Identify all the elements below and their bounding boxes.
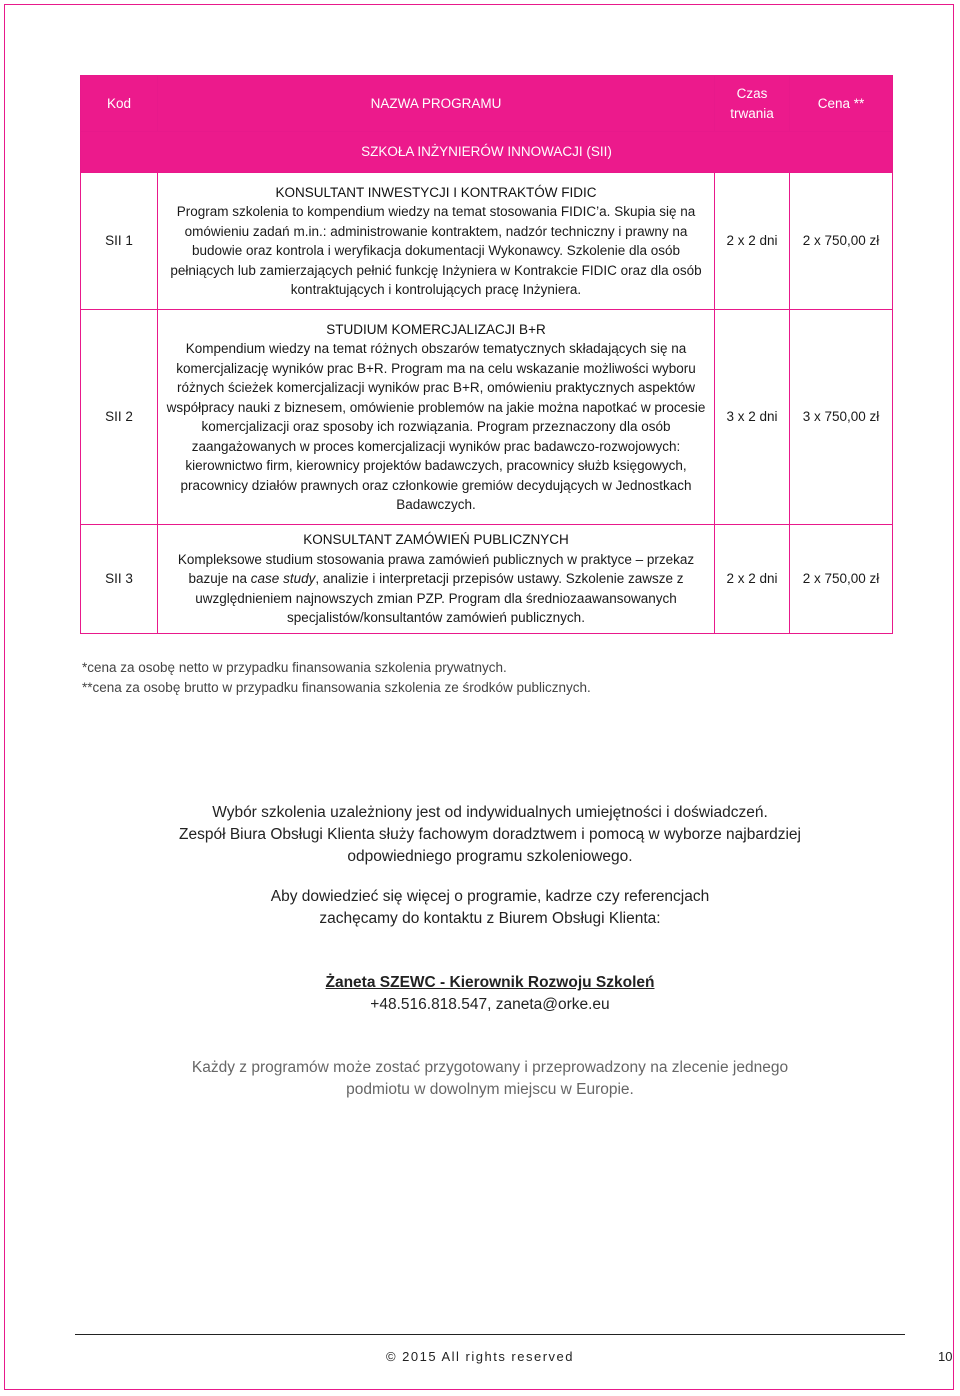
table-header-row bbox=[81, 76, 893, 132]
program-cell bbox=[158, 173, 715, 310]
program-description: Program szkolenia to kompendium wiedzy na temat stosowania FIDIC’a. Skupia się na omówieniu zadań m.in.: administrowanie kontraktem, nadzór techniczny i prawny na budowie oraz kontrola i weryfikacja dokumentacji Wykonawcy. Szkolenie dla osób pełniących lub zamierzających pełnić funkcję Inżyniera w Kontrakcie FIDIC oraz dla osób kontraktujących i kontrolujących pracę Inżyniera. bbox=[170, 204, 702, 297]
program-code: SII 3 bbox=[81, 525, 158, 634]
program-duration: 2 x 2 dni bbox=[715, 173, 790, 310]
contact-details[interactable]: +48.516.818.547, zaneta@orke.eu bbox=[370, 996, 610, 1013]
program-code: SII 2 bbox=[81, 310, 158, 525]
programs-table bbox=[80, 75, 893, 634]
info-line: odpowiedniego programu szkoleniowego. bbox=[347, 848, 633, 865]
header-cena: Cena ** bbox=[790, 76, 893, 132]
program-duration: 3 x 2 dni bbox=[715, 310, 790, 525]
program-cell bbox=[158, 310, 715, 525]
table-row bbox=[81, 310, 893, 525]
program-title: KONSULTANT INWESTYCJI I KONTRAKTÓW FIDIC bbox=[275, 184, 597, 200]
program-code: SII 1 bbox=[81, 173, 158, 310]
info-line: zachęcamy do kontaktu z Biurem Obsługi Klienta: bbox=[319, 910, 661, 927]
header-nazwa: NAZWA PROGRAMU bbox=[158, 76, 715, 132]
section-title: SZKOŁA INŻYNIERÓW INNOWACJI (SII) bbox=[81, 132, 893, 173]
info-line: Zespół Biura Obsługi Klienta służy fachowym doradztwem i pomocą w wyborze najbardziej bbox=[179, 826, 801, 843]
note-gross: **cena za osobę brutto w przypadku finansowania szkolenia ze środków publicznych. bbox=[82, 680, 591, 695]
footer-copyright: © 2015 All rights reserved bbox=[385, 1349, 575, 1364]
info-line: Aby dowiedzieć się więcej o programie, kadrze czy referencjach bbox=[270, 888, 710, 905]
note-net: *cena za osobę netto w przypadku finansowania szkolenia prywatnych. bbox=[82, 660, 507, 675]
info-paragraph-1 bbox=[140, 802, 840, 868]
program-price: 2 x 750,00 zł bbox=[790, 173, 893, 310]
program-cell bbox=[158, 525, 715, 634]
table-row bbox=[81, 525, 893, 634]
program-description: Kompendium wiedzy na temat różnych obszarów tematycznych składających się na komercjalizację wyników prac B+R. Program ma na celu wskazanie możliwości wyboru różnych ścieżek komercjalizacji wyników prac B+R, omówieniu praktycznych aspektów współpracy nauki z biznesem, omówienie problemów na jakie można napotkać w procesie komercjalizacji oraz sposoby ich rozwiązania. Program przeznaczony dla osób zaangażowanych w proces komercjalizacji wyników prac badawczo-rozwojowych: kierownictwo firm, kierownicy projektów badawczych, pracownicy służb księgowych, pracownicy działów prawnych oraz członkowie gremiów decydujących w Jednostkach Badawczych. bbox=[166, 341, 706, 512]
closing-paragraph bbox=[140, 1057, 840, 1101]
program-description-part1: Kompleksowe studium stosowania prawa zamówień publicznych w praktyce – przekaz bazuje na bbox=[177, 551, 695, 587]
table-row bbox=[81, 173, 893, 310]
contact-name: Żaneta SZEWC - Kierownik Rozwoju Szkoleń bbox=[325, 974, 655, 991]
program-description-italic: case study bbox=[250, 571, 316, 587]
program-duration: 2 x 2 dni bbox=[715, 525, 790, 634]
info-line: Wybór szkolenia uzależniony jest od indywidualnych umiejętności i doświadczeń. bbox=[212, 804, 768, 821]
program-title: STUDIUM KOMERCJALIZACJI B+R bbox=[326, 321, 546, 337]
info-paragraph-2 bbox=[140, 886, 840, 930]
header-kod: Kod bbox=[81, 76, 158, 132]
header-czas: Czas trwania bbox=[715, 76, 790, 132]
program-price: 3 x 750,00 zł bbox=[790, 310, 893, 525]
program-title: KONSULTANT ZAMÓWIEŃ PUBLICZNYCH bbox=[303, 532, 569, 548]
closing-line: Każdy z programów może zostać przygotowany i przeprowadzony na zlecenie jednego bbox=[191, 1059, 789, 1076]
section-row bbox=[81, 132, 893, 173]
contact-block bbox=[140, 972, 840, 1016]
price-notes bbox=[82, 658, 591, 698]
footer-divider bbox=[75, 1334, 905, 1335]
program-price: 2 x 750,00 zł bbox=[790, 525, 893, 634]
program-description-part2: , analizie i interpretacji przepisów ustawy. Szkolenie zawsze z uwzględnieniem najnowszych zmian PZP. Program dla średniozaawansowanych specjalistów/konsultantów zamówień publicznych. bbox=[195, 571, 684, 626]
page-number: 10 bbox=[938, 1349, 953, 1364]
closing-line: podmiotu w dowolnym miejscu w Europie. bbox=[346, 1081, 634, 1098]
